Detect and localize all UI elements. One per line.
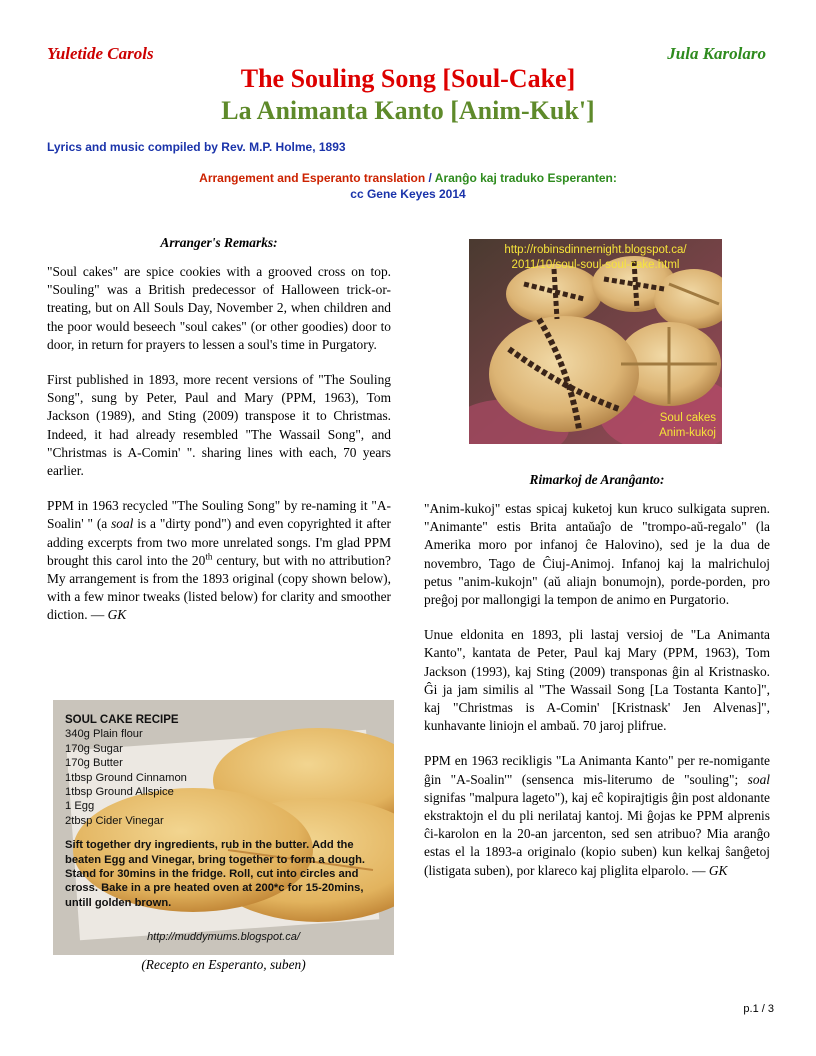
recipe-ingredient: 2tbsp Cider Vinegar — [65, 814, 164, 827]
remarks-eo-paragraph-1: "Anim-kukoj" estas spicaj kuketoj kun kruco sulkigata supren. "Animante" estis Brita antaŭaĵo de "trompo-aŭ-regalo" (la Amerika moro por infanoj ĉe Halovino), sed je la dua de novembro, Tago de Ĉiuj-Animoj. Infanoj kaj la malrichuloj petus "anim-kukojn" (aŭ aliajn bonumojn), porde-porden, pro preĝoj por mallongigi la tempon de animo en Purgatorio. — [424, 501, 770, 608]
recipe-text — [65, 713, 385, 910]
title-esperanto: La Animanta Kanto [Anim-Kuk'] — [221, 96, 595, 125]
photo1-url: http://robinsdinnernight.blogspot.ca/ 2011/10/soul-soul-soul-cake.html — [504, 244, 687, 271]
remarks-en-paragraph-1: "Soul cakes" are spice cookies with a grooved cross on top. "Souling" was a British predecessor of Halloween trick-or-treating, but on All Souls Day, November 2, when children and the poor would beseech "soul cakes" (or other goodies) door to door, in return for prayers to lessen a soul's time in Purgatory. — [47, 264, 391, 352]
recipe-photo — [53, 700, 394, 955]
remarks-esperanto — [424, 500, 770, 897]
recipe-ingredient: 340g Plain flour — [65, 728, 143, 741]
remarks-en-paragraph-2: First published in 1893, more recent versions of "The Souling Song", sung by Peter, Paul and Mary (PPM, 1963), Tom Jackson (1989), and Sting (2009) transpose it to Christmas. Indeed, it had already resembled "The Wassail Song", and "Christmas is A-Comin' ". sharing lines with each, 70 years earlier. — [47, 372, 391, 479]
soul-cakes-photo — [469, 239, 722, 444]
remarks-english — [47, 263, 391, 642]
signature-eo: GK — [708, 862, 728, 878]
recipe-ingredient: 1tbsp Ground Allspice — [65, 786, 174, 799]
arrangement-credit — [0, 170, 816, 202]
photo1-caption-esperanto: Anim-kukoj — [659, 427, 716, 439]
header-right: Jula Karolaro — [667, 44, 766, 63]
recipe-url: http://muddymums.blogspot.ca/ — [147, 931, 300, 943]
arrangement-separator: / — [425, 171, 435, 185]
page-number: p.1 / 3 — [743, 1003, 774, 1015]
header-left: Yuletide Carols — [47, 44, 154, 63]
recipe-steps: Sift together dry ingredients, rub in the butter. Add the beaten Egg and Vinegar, bring together to form a dough. Stand for 30mins in the fridge. Roll, cut into circles and cross. Bake in a pre heated oven at 200*c for 15-20mins, untill golden brown. — [65, 839, 366, 909]
remarks-eo-paragraph-3: PPM en 1963 recikligis "La Animanta Kanto" per re-nomigante ĝin "A-Soalin'" (sensenca mis-literumo de "souling"; soal signifas "malpura lageto"), kaj eĉ kopirajtigis ĝin post aldonante ekstraktojn el du pli nerilataj kantoj. Mi ĝojas ke PPM alprenis ĉi-karolon en la 20-an jarcenton, sed sen atribuo? Mia aranĝo estas el la 1893-a originalo (kopio suben) kun kelkaj ŝanĝetoj (listigata suben), por klareco kaj pliglita elparolo. — GK — [424, 753, 770, 878]
recipe-ingredient: 170g Butter — [65, 757, 123, 770]
photo1-caption — [659, 411, 716, 441]
signature: GK — [107, 607, 127, 623]
recipe-caption: (Recepto en Esperanto, suben) — [141, 957, 306, 972]
remarks-eo-paragraph-2: Unue eldonita en 1893, pli lastaj versioj de "La Animanta Kanto", kantata de Peter, Paul kaj Mary (PPM, 1963), Tom Jackson (1993), kaj Sting (2009) transponas ĝin al Kristnasko. Ĝi ja jam similis al "The Wassail Song [La Tostanta Kanto]", kaj "Christmas is A-Comin' [Kristnask' Jen Alvenas]", kunhavante liniojn el ambaŭ. 70 jaroj plifrue. — [424, 627, 770, 734]
recipe-ingredient: 1 Egg — [65, 800, 95, 813]
arrangement-esperanto: Aranĝo kaj traduko Esperanten: — [434, 171, 617, 185]
compiled-credit: Lyrics and music compiled by Rev. M.P. Holme, 1893 — [47, 140, 346, 154]
recipe-ingredient: 170g Sugar — [65, 742, 123, 755]
arrangement-english: Arrangement and Esperanto translation — [199, 171, 426, 185]
recipe-ingredient: 1tbsp Ground Cinnamon — [65, 771, 187, 784]
title-english: The Souling Song [Soul-Cake] — [240, 64, 576, 93]
remarks-heading-esperanto: Rimarkoj de Aranĝanto: — [529, 472, 665, 487]
arrangement-cc: cc Gene Keyes 2014 — [350, 187, 466, 201]
photo1-caption-english: Soul cakes — [659, 412, 716, 424]
remarks-heading-english: Arranger's Remarks: — [160, 235, 278, 250]
recipe-title: SOUL CAKE RECIPE — [65, 714, 179, 726]
remarks-en-paragraph-3: PPM in 1963 recycled "The Souling Song" by re-naming it "A-Soalin' " (a soal is a "dirty pond") and even copyrighted it after adding excerpts from two more unrelated songs. I'm glad PPM brought this carol into the 20th century, but with no attribution? My arrangement is from the 1893 original (copy shown below), with a few minor tweaks (listed below) for clarity and smoother diction. — GK — [47, 498, 391, 623]
